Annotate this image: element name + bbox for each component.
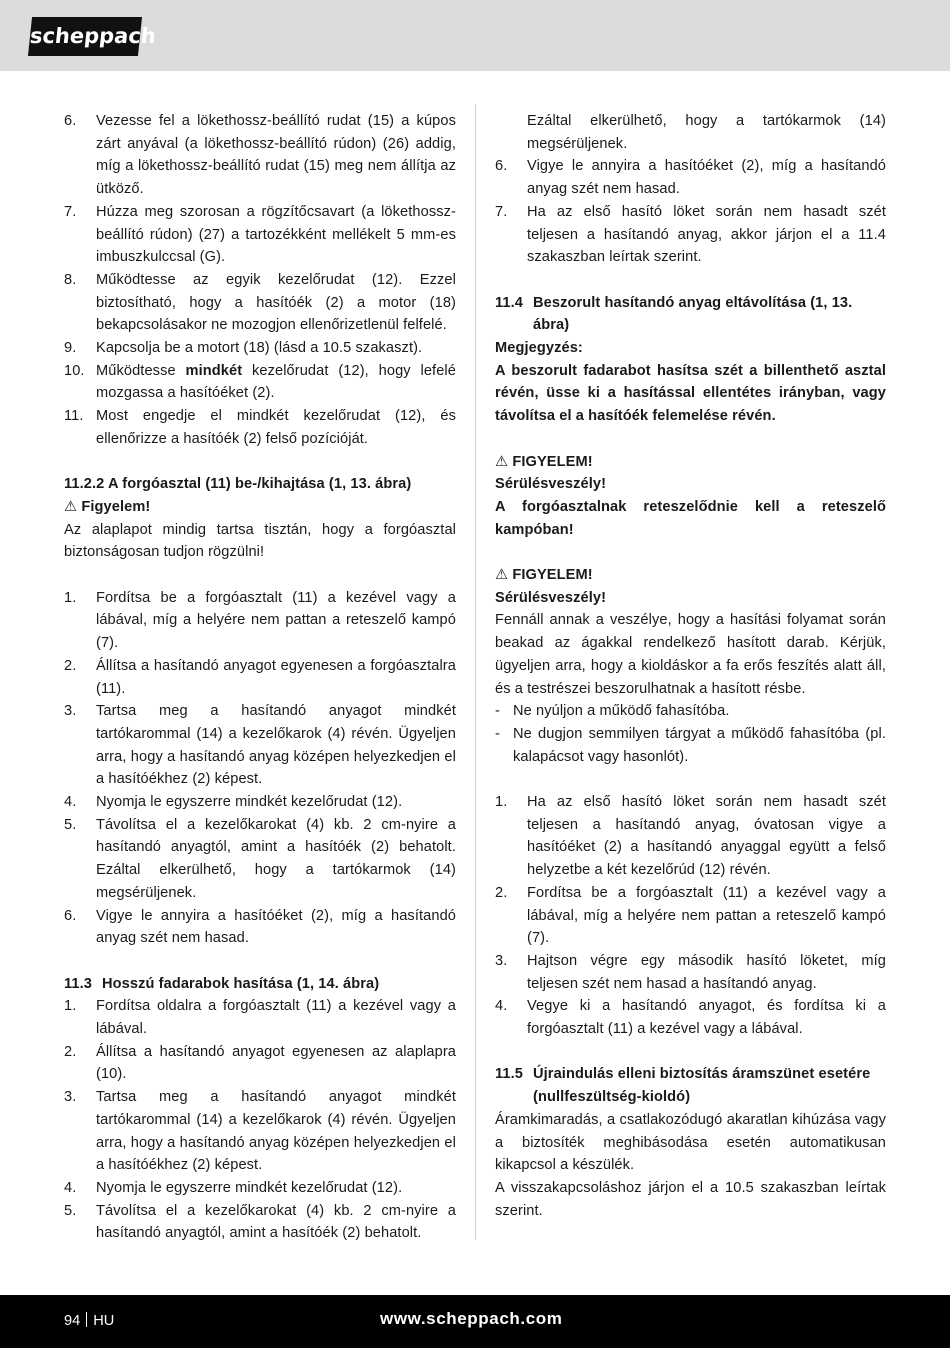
left-column bbox=[64, 110, 456, 1245]
steps-list-1 bbox=[64, 110, 456, 451]
column-divider bbox=[475, 104, 476, 1240]
list-item: 7. Húzza meg szorosan a rögzítőcsavart (a lökethossz-beállító rúdon) (27) a tartozékként mellékelt 5 mm-es imbuszkulccsal (G). bbox=[64, 203, 456, 266]
warning-sub: Sérülésveszély! bbox=[495, 476, 607, 493]
list-item: 6. Vigye le annyira a hasítóéket (2), míg a hasítandó anyag szét nem hasad. bbox=[495, 158, 886, 198]
continued-text: Ezáltal elkerülhető, hogy a tartókarmok (14) megsérüljenek. bbox=[527, 113, 886, 152]
section-heading-11-2-2: 11.2.2 A forgóasztal (11) be-/kihajtása (1, 13. ábra) bbox=[64, 476, 412, 493]
list-item: 5. Távolítsa el a kezelőkarokat (4) kb. 2 cm-nyire a hasítandó anyagtól, amint a hasítóék (2) behatolt. Ezáltal elkerülhető, hogy a tartókarmok (14) megsérüljenek. bbox=[64, 816, 456, 901]
section-heading-11-3: 11.3 Hosszú fadarabok hasítása (1, 14. ábra) bbox=[64, 975, 380, 992]
section-heading-11-4: 11.4 Beszorult hasítandó anyag eltávolítása (1, 13. ábra) bbox=[495, 294, 853, 334]
steps-list-2 bbox=[64, 587, 456, 950]
separator bbox=[86, 1312, 87, 1327]
page-number: 94 HU bbox=[64, 1313, 115, 1329]
list-item: 3. Tartsa meg a hasítandó anyagot mindkét tartókarommal (14) a kezelőkarok (4) révén. Ügyeljen arra, hogy a hasítandó anyag középen helyezkedjen el a hasítóékhez (2) képest. bbox=[64, 703, 456, 788]
steps-list-3 bbox=[64, 995, 456, 1245]
list-item: 4. Nyomja le egyszerre mindkét kezelőrudat (12). bbox=[64, 1180, 403, 1196]
list-item: 6. Vigye le annyira a hasítóéket (2), míg a hasítandó anyag szét nem hasad. bbox=[64, 907, 456, 947]
list-item: 2. Állítsa a hasítandó anyagot egyenesen a forgóasztalra (11). bbox=[64, 657, 456, 697]
list-item: 6. Vezesse fel a lökethossz-beállító rudat (15) a kúpos zárt anyával (a lökethossz-beállító rúdon) (26) addig, míg a lökethossz-beállító rudat (15) meg nem állítja az ütköző. bbox=[64, 113, 456, 198]
list-item: 4. Nyomja le egyszerre mindkét kezelőrudat (12). bbox=[64, 794, 403, 811]
website-url: www.scheppach.com bbox=[380, 1309, 563, 1328]
list-item: 10. Működtesse mindkét kezelőrudat (12), hogy lefelé mozgassa a hasítóéket (2). bbox=[64, 362, 456, 402]
list-item: 9. Kapcsolja be a motort (18) (lásd a 10.5 szakaszt). bbox=[64, 340, 423, 357]
warning-label: ⚠ FIGYELEM! bbox=[495, 453, 593, 470]
warning-text: Fennáll annak a veszélye, hogy a hasítási folyamat során beakad az ágakkal rendelkező hasított darab. Kérjük, ügyeljen arra, hogy a kioldáskor a fa erős feszítés alatt áll, és a testrészei beszorulhatnak a hasított résbe. bbox=[495, 612, 886, 697]
warning-text: A forgóasztalnak reteszelődnie kell a reteszelő kampóban! bbox=[495, 498, 886, 538]
list-item: 1. Fordítsa oldalra a forgóasztalt (11) a kezével vagy a lábával. bbox=[64, 998, 456, 1038]
list-item: 11. Most engedje el mindkét kezelőrudat (12), és ellenőrizze a hasítóék (2) felső pozícióját. bbox=[64, 408, 456, 447]
list-item: 2. Fordítsa be a forgóasztalt (11) a kezével vagy a lábával, míg a helyére nem pattan a reteszelő kampó (7). bbox=[495, 884, 886, 947]
list-item: 7. Ha az első hasító löket során nem hasadt szét teljesen a hasítandó anyag, akkor járjon el a 11.4 szakaszban leírtak szerint. bbox=[495, 203, 886, 266]
note-text: A beszorult fadarabot hasítsa szét a billenthető asztal révén, üsse ki a hasítással ellentétes irányban, vagy távolítsa el a hasítóék felemelése révén. bbox=[495, 362, 886, 425]
section-heading-11-5: 11.5 Újraindulás elleni biztosítás áramszünet esetére (nullfeszültség-kioldó) bbox=[495, 1066, 871, 1106]
list-item: 2. Állítsa a hasítandó anyagot egyenesen az alaplapra (10). bbox=[64, 1043, 456, 1083]
list-item: 8. Működtesse az egyik kezelőrudat (12). Ezzel biztosítható, hogy a hasítóék (2) a motor (18) bekapcsolásakor ne mozogjon ellenőrizetlenül felfelé. bbox=[64, 271, 456, 334]
paragraph: A visszakapcsoláshoz járjon el a 10.5 szakaszban leírtak szerint. bbox=[495, 1179, 886, 1219]
header-bar bbox=[0, 0, 950, 71]
dash-list bbox=[495, 700, 886, 768]
list-item: 3. Hajtson végre egy második hasító löketet, míg teljesen szét nem hasad a hasítandó anyag. bbox=[495, 952, 886, 992]
steps-list-r1 bbox=[495, 155, 886, 269]
footer-bar bbox=[0, 1295, 950, 1348]
scheppach-logo: scheppach bbox=[28, 17, 142, 56]
warning-icon: ⚠ bbox=[64, 498, 78, 515]
list-item: - Ne nyúljon a működő fahasítóba. bbox=[495, 703, 730, 720]
steps-list-r2 bbox=[495, 791, 886, 1041]
paragraph: Az alaplapot mindig tartsa tisztán, hogy a forgóasztal biztonságosan tudjon rögzülni! bbox=[64, 521, 456, 561]
list-item: 1. Ha az első hasító löket során nem hasadt szét teljesen a hasítandó anyag, óvatosan vigye a hasítóéket (2) a hasítandó anyaggal együtt a felső helyzetbe a két kezelőrúd (12) révén. bbox=[495, 794, 886, 879]
list-item: 4. Vegye ki a hasítandó anyagot, és fordítsa ki a forgóasztalt (11) a kezével vagy a lábával. bbox=[495, 998, 886, 1038]
warning-label: ⚠ FIGYELEM! bbox=[495, 567, 593, 584]
list-item: 5. Távolítsa el a kezelőkarokat (4) kb. 2 cm-nyire a hasítandó anyagtól, amint a hasítóék (2) behatolt. bbox=[64, 1202, 456, 1242]
right-column bbox=[495, 110, 886, 1222]
note-label: Megjegyzés: bbox=[495, 340, 583, 357]
warning-icon: ⚠ bbox=[495, 453, 509, 470]
list-item: 3. Tartsa meg a hasítandó anyagot mindkét tartókarommal (14) a kezelőkarok (4) révén. Ügyeljen arra, hogy a hasítandó anyag középen helyezkedjen el a hasítóékhez (2) képest. bbox=[64, 1089, 456, 1174]
list-item: 1. Fordítsa be a forgóasztalt (11) a kezével vagy a lábával, míg a helyére nem pattan a reteszelő kampó (7). bbox=[64, 589, 456, 652]
paragraph: Áramkimaradás, a csatlakozódugó akaratlan kihúzása vagy a biztosíték meghibásodása esetén automatikusan kikapcsol a készülék. bbox=[495, 1111, 886, 1174]
list-item: - Ne dugjon semmilyen tárgyat a működő fahasítóba (pl. kalapácsot vagy hasonlót). bbox=[495, 725, 886, 765]
warning-label: ⚠ Figyelem! bbox=[64, 498, 151, 515]
warning-icon: ⚠ bbox=[495, 567, 509, 584]
warning-sub: Sérülésveszély! bbox=[495, 589, 607, 606]
